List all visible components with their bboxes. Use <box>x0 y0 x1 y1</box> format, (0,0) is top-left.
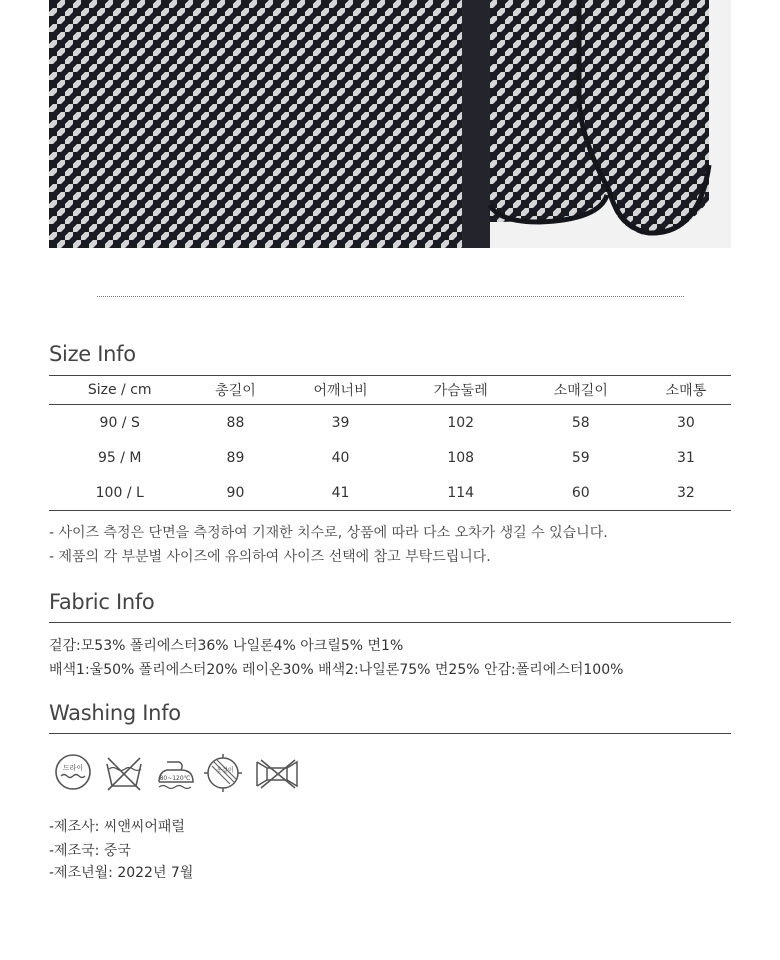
table-cell: 114 <box>401 475 521 511</box>
manufacture-date: -제조년월: 2022년 7월 <box>49 865 194 881</box>
table-cell: 40 <box>331 449 350 466</box>
column-header: Size / cm <box>49 376 190 405</box>
table-row <box>49 475 731 511</box>
table-cell: 41 <box>281 475 401 511</box>
column-header: 어깨너비 <box>281 376 401 405</box>
table-cell: 90 / S <box>99 414 140 431</box>
table-cell: 102 <box>447 414 475 431</box>
table-cell: 108 <box>447 449 475 466</box>
column-header: 소매길이 <box>521 376 641 405</box>
no-bleach-label: 옷걸이 <box>216 767 234 774</box>
table-cell: 39 <box>331 414 350 431</box>
fabric-info-title: Fabric Info <box>49 590 155 614</box>
table-cell: 30 <box>677 414 695 431</box>
table-cell: 90 <box>190 475 280 511</box>
size-table <box>49 375 731 511</box>
size-table-header <box>49 376 731 405</box>
column-header: 가슴둘레 <box>401 376 521 405</box>
table-cell: 95 / M <box>97 449 142 466</box>
dry-clean-icon <box>53 752 103 796</box>
table-cell: 32 <box>641 475 731 511</box>
dry-clean-label: 드라이 <box>62 764 84 772</box>
fabric-composition: 겉감:모53% 폴리에스터36% 나일론4% 아크릴5% 면1% <box>49 638 404 654</box>
size-info-title: Size Info <box>49 342 136 366</box>
washing-icons <box>53 752 303 796</box>
table-cell: 88 <box>226 414 245 431</box>
product-photo <box>49 0 731 248</box>
table-cell: 89 <box>226 449 245 466</box>
size-note: - 제품의 각 부분별 사이즈에 유의하여 사이즈 선택에 참고 부탁드립니다. <box>49 549 491 565</box>
table-cell: 59 <box>571 449 590 466</box>
table-cell: 58 <box>571 414 590 431</box>
table-cell: 31 <box>677 449 695 466</box>
manufacturer: -제조사: 씨앤씨어패럴 <box>49 819 185 835</box>
country-of-origin: -제조국: 중국 <box>49 843 131 859</box>
column-header: 소매통 <box>641 376 731 405</box>
no-tumble-dry-icon <box>253 752 303 796</box>
section-rule <box>49 622 731 623</box>
no-bleach-icon <box>203 752 253 796</box>
iron-temperature-label: 80~120℃ <box>159 775 191 782</box>
size-note: - 사이즈 측정은 단면을 측정하여 기재한 치수로, 상품에 따라 다소 오차가 생길 수 있습니다. <box>49 525 608 541</box>
table-row <box>49 405 731 441</box>
fabric-composition: 배색1:울50% 폴리에스터20% 레이온30% 배색2:나일론75% 면25% 안감:폴리에스터100% <box>49 662 624 678</box>
column-header: 총길이 <box>190 376 280 405</box>
table-cell: 100 / L <box>49 475 190 511</box>
section-rule <box>49 733 731 734</box>
iron-temperature-icon <box>153 752 203 796</box>
table-cell: 60 <box>521 475 641 511</box>
table-row <box>49 440 731 475</box>
washing-info-title: Washing Info <box>49 701 181 725</box>
no-water-wash-icon <box>103 752 153 796</box>
dotted-divider <box>97 296 684 297</box>
